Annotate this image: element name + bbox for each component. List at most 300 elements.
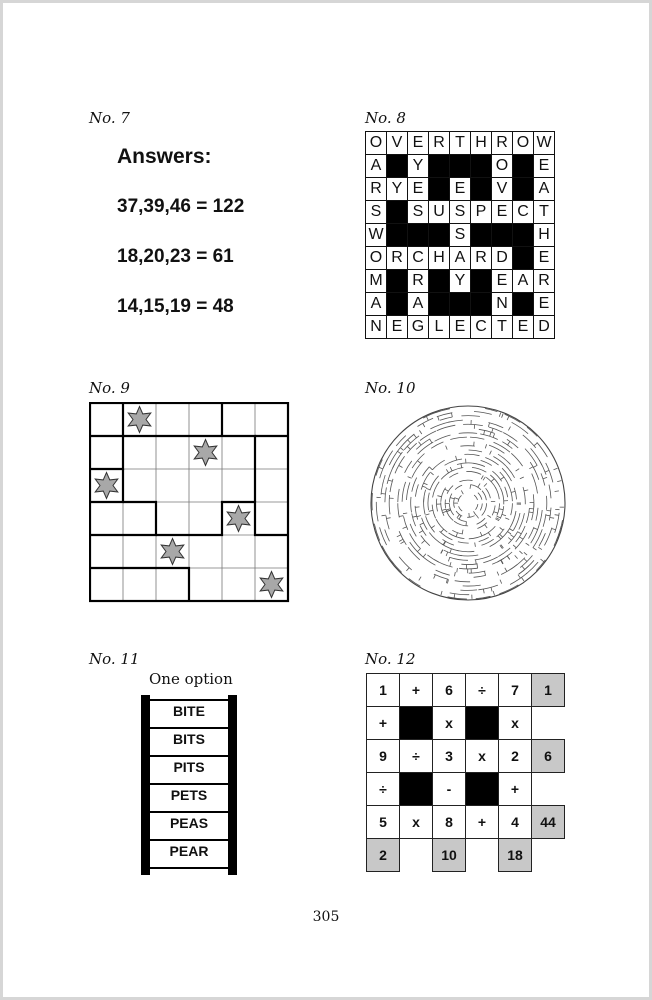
crossword-cell: D [534, 316, 555, 339]
maze-wall [396, 436, 406, 446]
crossword-cell: T [492, 316, 513, 339]
crossword-cell: E [534, 247, 555, 270]
region-border [90, 403, 123, 436]
maze-wall [483, 589, 484, 593]
maze-wall [543, 514, 546, 527]
crossword-cell: Y [408, 155, 429, 178]
maze-wall [520, 537, 524, 539]
crossword-cell: H [429, 247, 450, 270]
maze-wall [526, 508, 529, 523]
maze-wall [508, 532, 512, 535]
maze-wall [442, 509, 446, 510]
maze-wall [491, 479, 494, 482]
maze-wall [555, 491, 559, 492]
ladder-word: PETS [170, 787, 208, 803]
crossword-cell: Y [450, 270, 471, 293]
maze-wall [398, 451, 402, 454]
crossword-row [366, 293, 555, 316]
crossword-cell: D [492, 247, 513, 270]
ladder-rung-line [150, 783, 228, 785]
math-block [466, 707, 499, 740]
maze-wall [534, 443, 537, 446]
crossword-block [513, 178, 534, 201]
maze-wall [466, 471, 481, 474]
answer-line-1: 37,39,46 = 122 [117, 196, 245, 217]
maze-wall [511, 453, 522, 466]
maze-wall [552, 529, 556, 530]
circular-maze [367, 402, 569, 604]
maze-wall [386, 516, 389, 530]
maze-wall [450, 437, 467, 439]
maze-wall [484, 483, 487, 486]
maze-wall [405, 461, 412, 473]
maze-wall [431, 442, 443, 448]
maze-wall [511, 535, 514, 538]
maze-wall [399, 516, 403, 517]
maze-wall [501, 564, 517, 574]
maze-wall [495, 487, 499, 499]
maze-wall [474, 463, 485, 466]
maze-wall [450, 467, 452, 471]
crossword-cell: H [471, 132, 492, 155]
maze-wall [448, 557, 449, 561]
crossword-cell: S [450, 201, 471, 224]
crossword-block [513, 224, 534, 247]
maze-wall [441, 488, 446, 502]
crossword-block [408, 224, 429, 247]
ladder-rail-right [228, 695, 237, 875]
maze-wall [472, 467, 486, 472]
crossword-block [513, 293, 534, 316]
maze-wall [399, 539, 403, 541]
maze-wall [524, 552, 527, 555]
crossword-cell: E [408, 132, 429, 155]
crossword-cell: C [471, 316, 492, 339]
maze-wall [457, 551, 474, 552]
maze-wall [388, 480, 392, 481]
star-icon [227, 506, 250, 532]
puzzle-label-9: No. 9 [89, 379, 130, 397]
maze-wall [524, 490, 528, 491]
maze-wall [402, 482, 406, 502]
maze-wall [458, 542, 469, 543]
maze-wall [500, 580, 502, 584]
maze-wall [461, 490, 463, 494]
maze-wall [523, 487, 525, 504]
maze-wall [412, 454, 424, 469]
maze-wall [519, 551, 522, 554]
maze-wall [530, 462, 539, 480]
maze-wall [437, 425, 456, 431]
maze-wall [529, 527, 535, 539]
maze-wall [419, 531, 423, 533]
ladder-rung-line [150, 811, 228, 813]
crossword-cell: O [492, 155, 513, 178]
star-icon [260, 572, 283, 598]
maze-wall [546, 463, 553, 483]
maze-wall [480, 504, 482, 511]
maze-wall [539, 460, 546, 475]
ladder-word: PEAS [169, 815, 209, 831]
maze-wall [418, 461, 421, 464]
maze-wall [492, 506, 495, 516]
crossword-block [450, 293, 471, 316]
maze-wall [436, 499, 437, 512]
math-cell: + [499, 773, 532, 806]
ladder-rung-line [150, 699, 228, 701]
crossword-cell: U [429, 201, 450, 224]
maze-wall [482, 491, 486, 501]
maze-wall [423, 554, 426, 557]
maze-wall [398, 503, 400, 517]
puzzle-label-8: No. 8 [365, 109, 406, 127]
word-ladder [141, 695, 237, 875]
math-row [367, 806, 565, 839]
maze-wall [489, 423, 504, 428]
maze-wall [423, 423, 425, 427]
maze-wall [479, 537, 489, 541]
maze-wall [514, 488, 516, 500]
maze-wall [549, 485, 551, 499]
math-cell [532, 707, 565, 740]
maze-wall [421, 536, 430, 546]
maze-wall [469, 450, 482, 452]
maze-wall [429, 533, 443, 545]
maze-wall [411, 497, 412, 513]
maze-wall [509, 486, 512, 501]
crossword-block [429, 178, 450, 201]
math-row [367, 839, 565, 872]
math-total-cell: 44 [532, 806, 565, 839]
ladder-rung-line [150, 755, 228, 757]
ladder-word: BITS [173, 731, 205, 747]
maze-wall [403, 513, 407, 514]
maze-wall [393, 452, 403, 468]
math-cell: + [466, 806, 499, 839]
crossword-cell: S [450, 224, 471, 247]
math-cell: ÷ [367, 773, 400, 806]
region-border [90, 436, 123, 469]
math-total-cell: 6 [532, 740, 565, 773]
maze-wall [386, 518, 390, 519]
crossword-block [513, 155, 534, 178]
crossword-cell: R [429, 132, 450, 155]
crossword-cell: O [366, 132, 387, 155]
maze-wall [500, 528, 503, 531]
crossword-row [366, 155, 555, 178]
maze-wall [431, 526, 435, 528]
ladder-rung-line [150, 867, 228, 869]
crossword-row [366, 247, 555, 270]
maze-wall [554, 468, 558, 470]
page-number: 305 [312, 909, 340, 925]
crossword-cell: O [513, 132, 534, 155]
maze-wall [541, 473, 545, 485]
crossword-cell: E [513, 316, 534, 339]
maze-wall [403, 527, 407, 529]
maze-wall [463, 424, 483, 425]
maze-wall [508, 427, 510, 431]
crossword-cell: A [450, 247, 471, 270]
math-total-cell: 10 [433, 839, 466, 872]
maze-wall [459, 506, 463, 511]
maze-wall [426, 516, 435, 532]
maze-wall [400, 448, 403, 451]
crossword-cell: R [471, 247, 492, 270]
maze-wall [555, 513, 560, 533]
maze-wall [499, 413, 500, 417]
crossword-cell: A [513, 270, 534, 293]
maze-wall [485, 444, 486, 448]
maze-wall [505, 414, 521, 422]
answers-title: Answers: [117, 145, 212, 168]
maze-wall [450, 593, 470, 595]
maze-wall [550, 518, 554, 519]
maze-wall [455, 581, 470, 582]
maze-wall [417, 549, 420, 552]
maze-wall [456, 533, 457, 537]
maze-wall [422, 486, 426, 488]
maze-wall [533, 548, 537, 551]
maze-wall [382, 546, 394, 564]
math-cell: 6 [433, 674, 466, 707]
maze-wall [493, 433, 495, 437]
maze-wall [459, 568, 478, 569]
maze-wall [507, 416, 509, 420]
math-cell: 5 [367, 806, 400, 839]
crossword-cell: C [513, 201, 534, 224]
crossword-cell: E [492, 270, 513, 293]
maze-wall [380, 527, 387, 545]
maze-wall [407, 482, 410, 500]
maze-wall [485, 571, 486, 575]
crossword-block [429, 155, 450, 178]
crossword-block [513, 247, 534, 270]
maze-wall [425, 514, 429, 515]
star-icon [194, 440, 217, 466]
maze-wall [410, 542, 422, 555]
maze-wall [455, 485, 462, 489]
maze-wall [430, 476, 439, 491]
maze-wall [408, 440, 411, 443]
math-cell: ÷ [400, 740, 433, 773]
crossword-cell: R [408, 270, 429, 293]
maze-wall [475, 504, 478, 510]
maze-wall [512, 422, 528, 433]
maze-wall [445, 459, 462, 465]
crossword-row [366, 270, 555, 293]
maze-wall [460, 446, 474, 447]
maze-wall [452, 413, 453, 417]
crossword-block [471, 270, 492, 293]
maze-wall [494, 442, 511, 452]
maze-wall [484, 430, 485, 434]
math-total-cell: 1 [532, 674, 565, 707]
crossword-cell: A [534, 178, 555, 201]
maze-wall [506, 466, 514, 478]
crossword-cell: E [450, 178, 471, 201]
maze-wall [467, 516, 474, 518]
star-icon [128, 407, 151, 433]
crossword-block [471, 178, 492, 201]
maze-wall [515, 555, 518, 558]
crossword-cell: R [492, 132, 513, 155]
math-cell: 7 [499, 674, 532, 707]
maze-wall [434, 575, 436, 579]
maze-wall [434, 574, 448, 579]
math-cell [466, 839, 499, 872]
answer-line-3: 14,15,19 = 48 [117, 296, 234, 317]
maze-wall [522, 578, 525, 582]
maze-wall [450, 498, 454, 499]
maze-wall [497, 572, 499, 576]
math-cell: 3 [433, 740, 466, 773]
maze-wall [464, 454, 479, 455]
maze-wall [498, 536, 501, 539]
maze-wall [440, 531, 453, 540]
math-cell: x [466, 740, 499, 773]
maze-wall [457, 568, 458, 572]
crossword-block [387, 224, 408, 247]
maze-wall [505, 487, 508, 497]
maze-wall [488, 533, 490, 537]
maze-wall [410, 533, 421, 548]
crossword-cell: P [471, 201, 492, 224]
crossword-cell: G [408, 316, 429, 339]
maze-wall [449, 557, 468, 560]
maze-wall [503, 433, 517, 442]
maze-wall [459, 516, 461, 520]
math-grid [366, 673, 565, 872]
maze-wall [412, 478, 417, 492]
maze-wall [502, 514, 506, 515]
crossword-cell: Y [387, 178, 408, 201]
maze-wall [458, 518, 467, 521]
crossword-cell: T [450, 132, 471, 155]
ladder-rail-left [141, 695, 150, 875]
maze-wall [520, 477, 524, 479]
crossword-cell: A [366, 293, 387, 316]
maze-wall [502, 468, 511, 481]
maze-wall [459, 433, 477, 434]
maze-wall [442, 544, 459, 551]
maze-wall [381, 475, 385, 495]
maze-wall [382, 515, 386, 516]
crossword-cell: E [534, 293, 555, 316]
math-cell: + [400, 674, 433, 707]
math-cell [400, 839, 433, 872]
crossword-block [429, 270, 450, 293]
maze-wall [555, 515, 559, 516]
crossword-block [492, 224, 513, 247]
math-cell [532, 773, 565, 806]
crossword-cell: R [534, 270, 555, 293]
math-cell: x [499, 707, 532, 740]
maze-wall [389, 448, 400, 465]
maze-wall [498, 454, 511, 464]
maze-wall [408, 477, 412, 479]
maze-wall [399, 465, 403, 467]
star-icon [161, 539, 184, 565]
maze-wall [524, 559, 527, 562]
maze-wall [457, 515, 460, 518]
maze-wall [424, 483, 428, 485]
maze-wall [430, 422, 450, 429]
maze-wall [487, 515, 491, 517]
puzzle-label-7: No. 7 [89, 109, 130, 127]
maze-wall [435, 435, 451, 441]
maze-wall [549, 508, 551, 521]
math-cell: x [433, 707, 466, 740]
maze-wall [456, 456, 457, 460]
maze-wall [440, 417, 452, 420]
math-cell: 8 [433, 806, 466, 839]
maze-wall [497, 503, 500, 515]
maze-wall [478, 484, 480, 488]
maze-wall [493, 457, 506, 467]
maze-wall [516, 469, 520, 471]
maze-wall [499, 509, 503, 510]
maze-wall [441, 529, 444, 532]
maze-wall [446, 469, 448, 473]
maze-wall [449, 420, 463, 422]
maze-wall [501, 477, 505, 480]
maze-wall [455, 498, 459, 500]
maze-wall [385, 487, 387, 502]
maze-wall [502, 414, 504, 418]
maze-wall [407, 446, 410, 449]
crossword-cell: E [408, 178, 429, 201]
math-cell: 4 [499, 806, 532, 839]
maze-wall [457, 463, 474, 465]
maze-wall [458, 495, 461, 501]
maze-wall [430, 472, 433, 475]
maze-wall [545, 470, 549, 472]
math-block [400, 707, 433, 740]
maze-wall [401, 542, 405, 544]
maze-wall [379, 467, 383, 469]
crossword-cell: T [534, 201, 555, 224]
math-row [367, 773, 565, 806]
crossword-cell: E [387, 316, 408, 339]
crossword-cell: A [408, 293, 429, 316]
region-border [156, 568, 189, 601]
crossword-block [471, 155, 492, 178]
maze-wall [533, 494, 534, 507]
maze-wall [476, 560, 477, 564]
math-block [400, 773, 433, 806]
crossword-row [366, 178, 555, 201]
maze-wall [486, 488, 491, 498]
maze-wall [516, 526, 525, 542]
maze-wall [557, 481, 561, 482]
math-cell: 1 [367, 674, 400, 707]
crossword-block [429, 224, 450, 247]
maze-wall [432, 505, 435, 519]
ladder-rung-line [150, 727, 228, 729]
maze-wall [544, 528, 552, 546]
maze-wall [437, 413, 453, 417]
maze-wall [450, 562, 451, 566]
ladder-caption: One option [149, 670, 233, 688]
maze-wall [428, 493, 429, 511]
maze-wall [497, 529, 505, 537]
maze-wall [443, 511, 447, 513]
maze-wall [478, 585, 498, 590]
crossword-cell: N [366, 316, 387, 339]
maze-wall [430, 439, 432, 443]
maze-wall [436, 519, 447, 532]
